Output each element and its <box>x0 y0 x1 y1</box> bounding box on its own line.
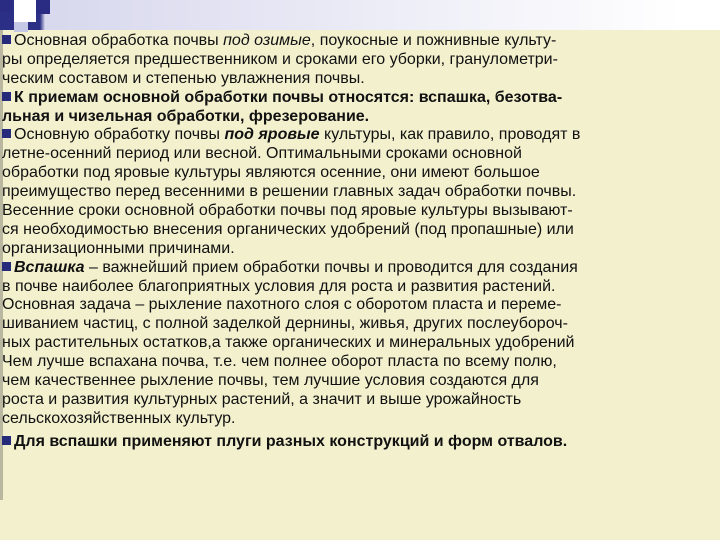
text-line: шиванием частиц, с полной заделкой дернины, живья, других послеубороч- <box>2 315 568 333</box>
text-run: К приемам основной обработки почвы относятся: вспашка, безотва- <box>14 88 563 106</box>
text-run: , поукосные и пожнивные культу- <box>310 32 557 49</box>
bullet-icon <box>2 262 11 271</box>
text-run: Основная обработка почвы <box>14 32 224 49</box>
bullet-icon <box>2 92 11 101</box>
header-band <box>0 0 720 30</box>
paragraph-tillage-methods <box>2 89 718 127</box>
emphasis-under-winter: под озимые <box>223 32 311 49</box>
text-run: культуры, как правило, проводят в <box>319 126 581 144</box>
decor-square-light <box>14 22 28 32</box>
text-line: Чем лучше вспахана почва, т.е. чем полнее оборот пласта по всему полю, <box>2 353 557 371</box>
paragraph-plows <box>2 433 718 452</box>
decor-square-dark-2 <box>36 0 50 14</box>
text-line <box>2 89 718 108</box>
paragraph-winter-crops <box>2 32 718 89</box>
text-line: ся необходимостью внесения органических удобрений (под пропашные) или <box>2 220 574 238</box>
text-line: льная и чизельная обработки, фрезерование. <box>2 107 370 125</box>
text-line: в почве наиболее благоприятных условия для роста и развития растений. <box>2 277 556 295</box>
text-line: Весенние сроки основной обработки почвы под яровые культуры вызывают- <box>2 202 573 220</box>
text-run: Для вспашки применяют плуги разных конструкций и форм отвалов. <box>14 432 568 450</box>
text-line: Основная задача – рыхление пахотного слоя с оборотом пласта и переме- <box>2 296 562 314</box>
text-line: летне-осенний период или весной. Оптимальными сроками основной <box>2 145 522 163</box>
text-line: сельскохозяйственных культур. <box>2 409 236 427</box>
bullet-icon <box>2 436 11 445</box>
text-line: обработки под яровые культуры являются осенние, они имеют большое <box>2 164 540 182</box>
emphasis-plowing: Вспашка <box>14 258 85 276</box>
text-line <box>2 433 718 452</box>
paragraph-plowing <box>2 259 718 429</box>
text-line: преимущество перед весенними в решении главных задач обработки почвы. <box>2 183 577 201</box>
decor-square-white <box>14 0 36 22</box>
text-line: организационными причинами. <box>2 239 235 257</box>
text-line: ры определяется предшественником и сроками его уборки, гранулометри- <box>2 50 558 68</box>
text-line: роста и развития культурных растений, а значит и выше урожайность <box>2 390 522 408</box>
text-line <box>2 32 718 51</box>
bullet-icon <box>2 35 11 44</box>
emphasis-under-spring: под яровые <box>224 126 320 144</box>
decor-square-dark <box>0 0 12 12</box>
text-line: ных растительных остатков,а также органических и минеральных удобрений <box>2 334 575 352</box>
text-run: – важнейший прием обработки почвы и проводится для создания <box>84 258 578 276</box>
text-line: ческим составом и степенью увлажнения почвы. <box>2 69 365 87</box>
text-line: чем качественнее рыхление почвы, тем лучшие условия создаются для <box>2 372 539 390</box>
text-run: Основную обработку почвы <box>14 126 225 144</box>
text-line <box>2 126 718 145</box>
bullet-icon <box>2 129 11 138</box>
slide-body <box>2 32 718 452</box>
text-line <box>2 259 718 278</box>
paragraph-spring-crops <box>2 126 718 258</box>
